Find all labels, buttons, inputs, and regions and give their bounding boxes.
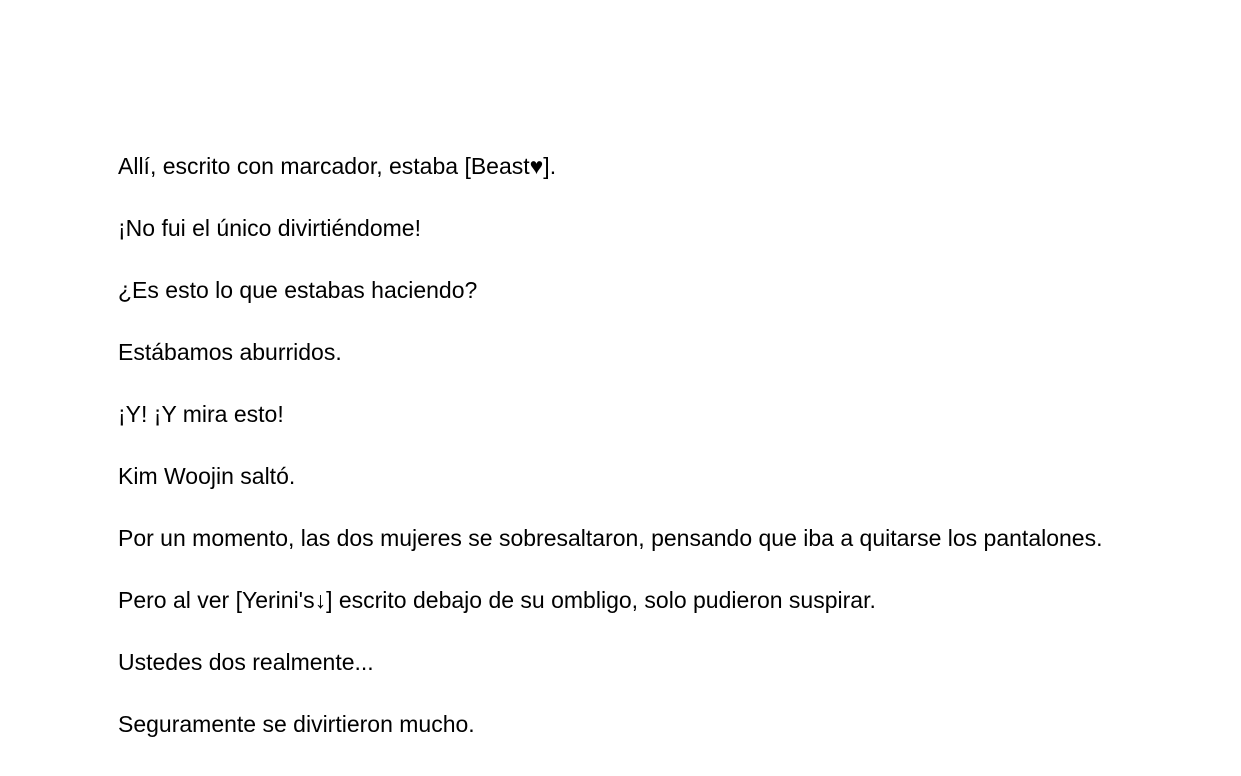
paragraph-10: Seguramente se divirtieron mucho. [118, 711, 475, 737]
paragraph-5: ¡Y! ¡Y mira esto! [118, 401, 284, 427]
paragraph-9: Ustedes dos realmente... [118, 649, 374, 675]
paragraph-6: Kim Woojin saltó. [118, 463, 296, 489]
paragraph-4: Estábamos aburridos. [118, 339, 342, 365]
paragraph-1: Allí, escrito con marcador, estaba [Beast♥]. [118, 153, 557, 179]
document-body [118, 151, 1108, 740]
paragraph-8: Pero al ver [Yerini's↓] escrito debajo de su ombligo, solo pudieron suspirar. [118, 587, 876, 613]
paragraph-3: ¿Es esto lo que estabas haciendo? [118, 277, 478, 303]
paragraph-2: ¡No fui el único divirtiéndome! [118, 215, 421, 241]
paragraph-7: Por un momento, las dos mujeres se sobresaltaron, pensando que iba a quitarse los pantalones. [118, 525, 1103, 551]
